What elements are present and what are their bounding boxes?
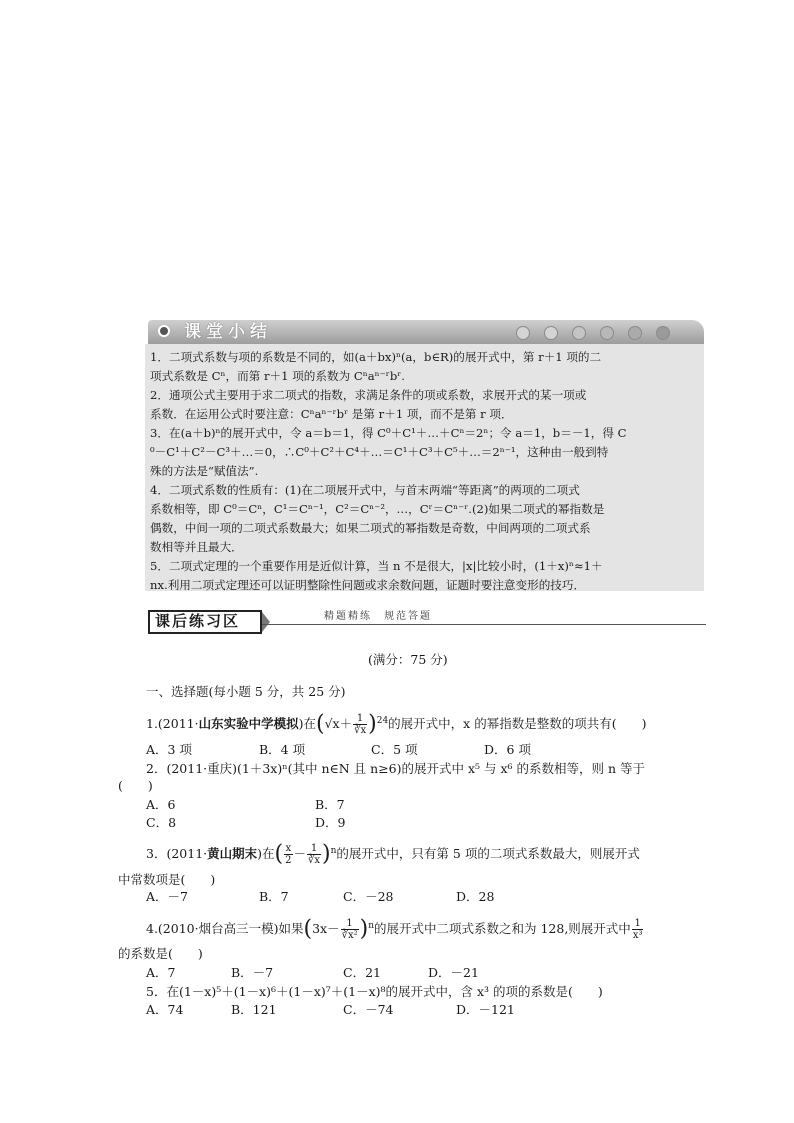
q2-option-d: D．9 [315,815,346,830]
question-4: 4.(2010·烟台高三一模)如果(3x－ $\frac{1}{\text{∛x²}}$ )$^n$的展开式中二项式系数之和为 128,则展开式中 $\frac{1}{\text{x³}}$ [146,916,643,942]
question-1: 1.(2011·山东实验中学模拟)在(√x＋ $\frac{1}{∛x}$ )$^{24}$的展开式中，x 的幂指数是整数的项共有( ) [146,711,647,737]
section-heading: 一、选择题(每小题 5 分，共 25 分) [146,684,346,699]
q3-fraction-2: $\frac{1}{∛x}$ [308,843,321,867]
q4-power: n [368,921,374,931]
decorative-dot [628,326,642,340]
decorative-dot [572,326,586,340]
divider [262,624,706,625]
summary-line: 3．在(a＋b)ⁿ的展开式中，令 a＝b＝1，得 C⁰＋C¹＋…＋Cⁿ＝2ⁿ；令 a＝1，b＝－1，得 C [150,426,627,440]
summary-line: 5．二项式定理的一个重要作用是近似计算，当 n 不是很大，|x|比较小时，(1＋x)ⁿ≈1＋ [150,559,603,573]
decorative-dot [516,326,530,340]
q4-tail-fraction: $\frac{1}{\text{x³}}$ [632,918,643,942]
q3-continuation: 中常数项是( ) [118,872,216,887]
q5-option-b: B．121 [231,1002,277,1017]
summary-line: nx.利用二项式定理还可以证明整除性问题或求余数问题，证题时要注意变形的技巧． [150,578,586,592]
q1-option-d: D．6 项 [484,742,531,757]
arrow-icon [262,612,270,632]
question-5: 5．在(1－x)⁵＋(1－x)⁶＋(1－x)⁷＋(1－x)⁸的展开式中，含 x³ 的项的系数是( ) [146,984,603,999]
q3-minus: － [293,846,307,862]
question-2: 2．(2011·重庆)(1＋3x)ⁿ(其中 n∈N 且 n≥6)的展开式中 x⁵ 与 x⁶ 的系数相等，则 n 等于 [146,761,646,776]
score-note: (满分：75 分) [368,652,448,667]
q1-source: 山东实验中学模拟 [198,716,299,732]
q3-fraction-1: $\frac{x}{2}$ [285,843,292,867]
question-3: 3．(2011·黄山期末)在( $\frac{x}{2}$ － $\frac{1}{∛x}$ )$^n$的展开式中，只有第 5 项的二项式系数最大，则展开式 [146,841,640,867]
q3-option-d: D．28 [456,889,495,904]
q3-suffix: 的展开式中，只有第 5 项的二项式系数最大，则展开式 [336,846,640,862]
summary-line: ⁰－C¹＋C²－C³＋…＝0，∴C⁰＋C²＋C⁴＋…＝C¹＋C³＋C⁵＋…＝2ⁿ⁻¹，这种由一般到特 [150,445,609,459]
q4-continuation: 的系数是( ) [118,946,203,961]
q4-option-b: B．－7 [231,965,274,980]
q4-option-a: A．7 [146,965,176,980]
q3-option-b: B．7 [259,889,289,904]
q1-option-c: C．5 项 [371,742,418,757]
q3-prefix: 3．(2011· [146,846,208,862]
q1-option-b: B．4 项 [259,742,306,757]
q5-option-c: C．－74 [343,1002,394,1017]
q1-option-a: A．3 项 [146,742,192,757]
summary-line: 项式系数是 Cⁿ，而第 r＋1 项的系数为 Cⁿaⁿ⁻ʳbʳ. [150,369,405,383]
q4-prefix: 4.(2010·烟台高三一模)如果 [146,921,304,937]
bullet-circle-icon [158,325,170,337]
q1-prefix: 1.(2011· [146,716,199,732]
practice-title: 课后练习区 [155,612,241,630]
q3-option-a: A．－7 [146,889,188,904]
summary-line: 数相等并且最大． [150,540,243,554]
q3-source: 黄山期末 [207,846,258,862]
q5-option-a: A．74 [146,1002,184,1017]
q1-suffix: 的展开式中，x 的幂指数是整数的项共有( ) [388,716,647,732]
q2-option-b: B．7 [315,797,345,812]
summary-line: 1．二项式系数与项的系数是不同的，如(a＋bx)ⁿ(a，b∈R)的展开式中，第 r＋1 项的二 [150,350,602,364]
practice-subtitle: 精题精练 规范答题 [324,611,432,622]
q3-power: n [330,846,337,856]
q4-option-c: C．21 [343,965,381,980]
q1-power: 24 [376,716,389,726]
summary-line: 偶数，中间一项的二项式系数最大；如果二项式的幂指数是奇数，中间两项的二项式系 [150,521,591,535]
summary-line: 2．通项公式主要用于求二项式的指数，求满足条件的项或系数，求展开式的某一项或 [150,388,587,402]
summary-line: 4．二项式系数的性质有：(1)在二项展开式中，与首末两端“等距离”的两项的二项式 [150,483,580,497]
q2-option-a: A．6 [146,797,176,812]
q3-option-c: C．－28 [343,889,394,904]
q4-suffix: 的展开式中二项式系数之和为 128,则展开式中 [374,921,631,937]
q4-option-d: D．－21 [428,965,479,980]
summary-line: 系数相等，即 C⁰＝Cⁿ，C¹＝Cⁿ⁻¹，C²＝Cⁿ⁻²，…，Cʳ＝Cⁿ⁻ʳ.(2)如果二项式的幂指数是 [150,502,605,516]
q4-fraction: $\frac{1}{\text{∛x²}}$ [341,918,358,942]
summary-line: 系数．在运用公式时要注意：Cⁿaⁿ⁻ʳbʳ 是第 r＋1 项，而不是第 r 项． [150,407,513,421]
q1-expr: √x＋ [324,716,353,732]
summary-line: 殊的方法是“赋值法”. [150,464,259,478]
q5-option-d: D．－121 [456,1002,515,1017]
q2-option-c: C．8 [146,815,177,830]
decorative-dot [656,326,670,340]
q1-mid: )在 [298,716,316,732]
decorative-dot [600,326,614,340]
q1-fraction: $\frac{1}{∛x}$ [354,713,367,737]
summary-title: 课堂小结 [184,322,272,342]
q3-mid: )在 [257,846,275,862]
decorative-dot [544,326,558,340]
q4-expr: 3x－ [312,921,340,937]
q2-continuation: ( ) [118,778,153,793]
